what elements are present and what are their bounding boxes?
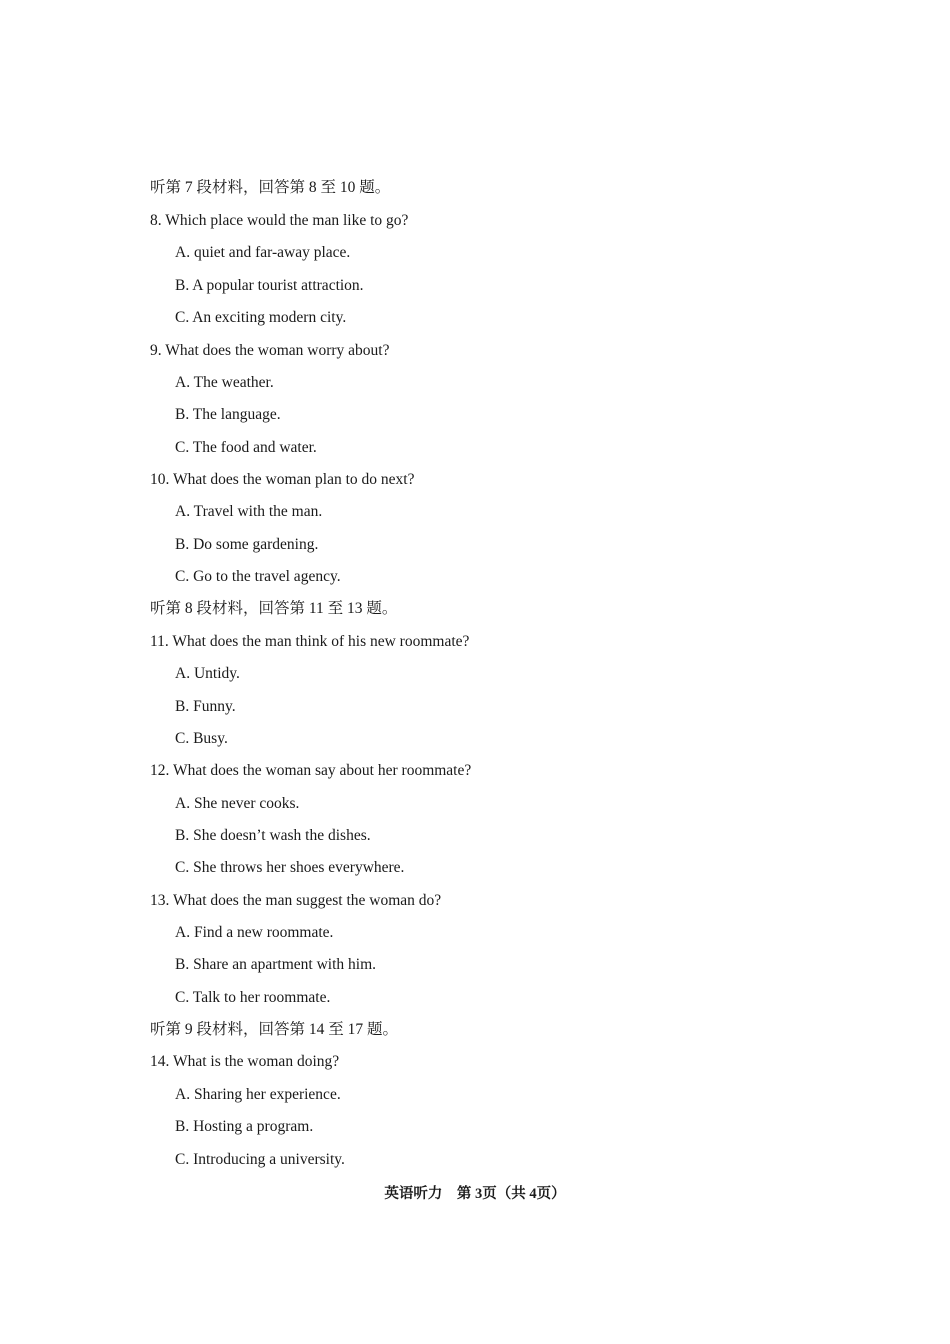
- question-9-option-b: B. The language.: [175, 406, 281, 423]
- question-14: 14. What is the woman doing?: [150, 1053, 340, 1070]
- question-11-option-b: B. Funny.: [175, 698, 236, 715]
- question-10-option-a: A. Travel with the man.: [175, 503, 323, 520]
- question-11: 11. What does the man think of his new roommate?: [150, 633, 470, 650]
- question-11-option-a: A. Untidy.: [175, 665, 240, 682]
- question-14-option-b: B. Hosting a program.: [175, 1118, 314, 1135]
- question-13-option-c: C. Talk to her roommate.: [175, 989, 331, 1006]
- question-14-option-c: C. Introducing a university.: [175, 1151, 345, 1168]
- question-10: 10. What does the woman plan to do next?: [150, 471, 415, 488]
- question-13: 13. What does the man suggest the woman do?: [150, 892, 442, 909]
- question-12-option-c: C. She throws her shoes everywhere.: [175, 859, 405, 876]
- question-12: 12. What does the woman say about her roommate?: [150, 762, 472, 779]
- section-heading-8: 听第 8 段材料，回答第 11 至 13 题。: [150, 600, 398, 617]
- section-heading-7: 听第 7 段材料，回答第 8 至 10 题。: [150, 179, 391, 196]
- question-12-option-a: A. She never cooks.: [175, 795, 300, 812]
- question-13-option-a: A. Find a new roommate.: [175, 924, 334, 941]
- page-footer: 英语听力 第 3页（共 4页）: [384, 1186, 566, 1202]
- question-10-option-b: B. Do some gardening.: [175, 536, 319, 553]
- question-8-option-b: B. A popular tourist attraction.: [175, 277, 364, 294]
- question-10-option-c: C. Go to the travel agency.: [175, 568, 341, 585]
- question-13-option-b: B. Share an apartment with him.: [175, 956, 377, 973]
- question-14-option-a: A. Sharing her experience.: [175, 1086, 341, 1103]
- question-8-option-a: A. quiet and far-away place.: [175, 244, 351, 261]
- question-12-option-b: B. She doesn’t wash the dishes.: [175, 827, 371, 844]
- section-heading-9: 听第 9 段材料，回答第 14 至 17 题。: [150, 1021, 399, 1038]
- question-9-option-a: A. The weather.: [175, 374, 274, 391]
- question-8: 8. Which place would the man like to go?: [150, 212, 409, 229]
- question-9: 9. What does the woman worry about?: [150, 342, 390, 359]
- question-11-option-c: C. Busy.: [175, 730, 228, 747]
- question-8-option-c: C. An exciting modern city.: [175, 309, 347, 326]
- question-9-option-c: C. The food and water.: [175, 439, 317, 456]
